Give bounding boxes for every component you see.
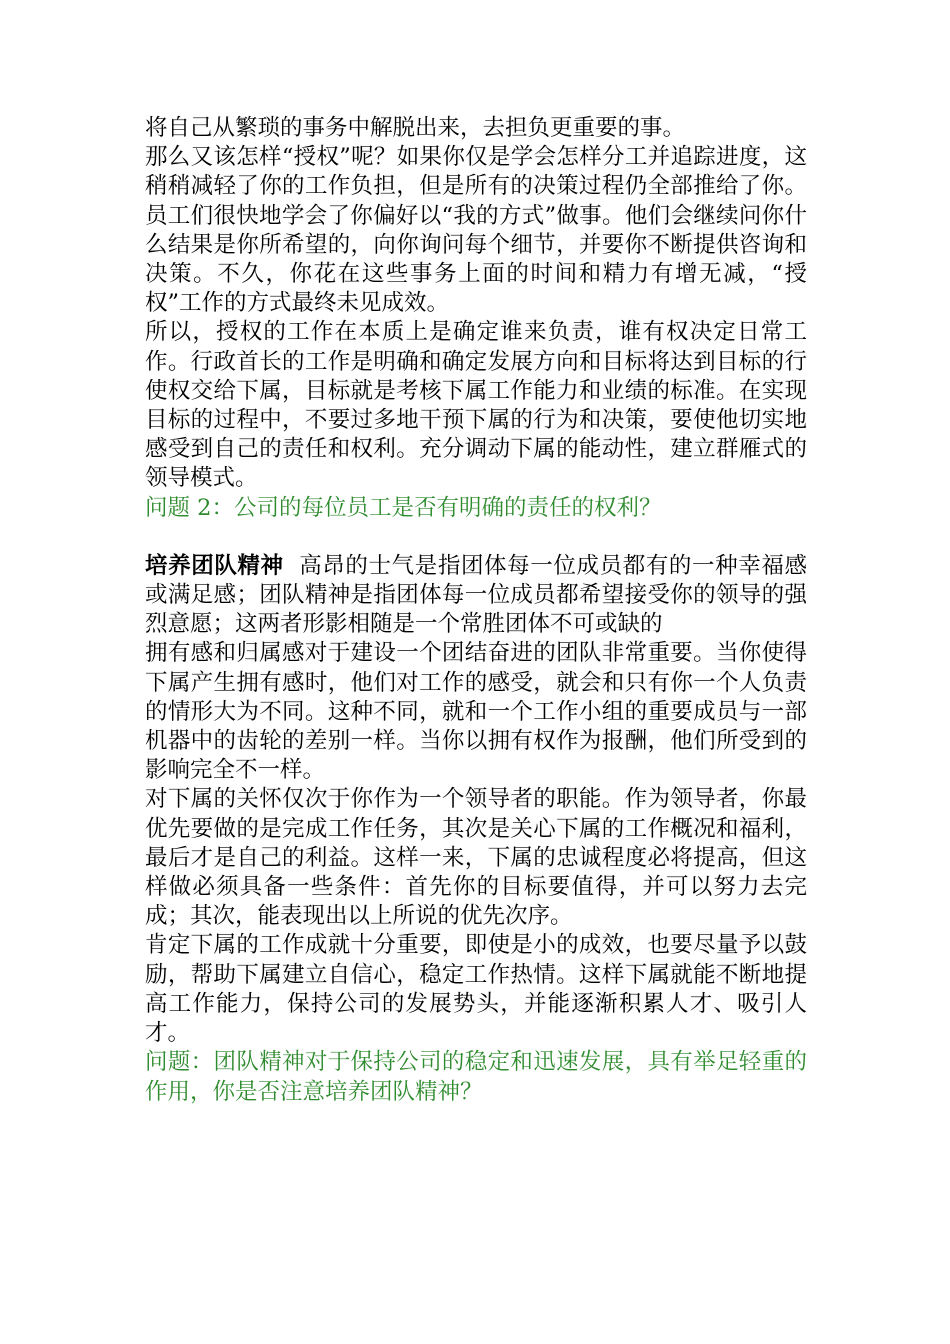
paragraph-recognition: 肯定下属的工作成就十分重要，即使是小的成效，也要尽量予以鼓励，帮助下属建立自信心，稳定工作热情。这样下属就能不断地提高工作能力，保持公司的发展势头，并能逐渐积累人才、吸引人才。 [145,932,807,1047]
section-heading-team-spirit: 培养团队精神 [145,552,284,579]
paragraph-how-to-delegate: 那么又该怎样“授权”呢？如果你仅是学会怎样分工并追踪进度，这稍稍减轻了你的工作负担，但是所有的决策过程仍全部推给了你。员工们很快地学会了你偏好以“我的方式”做事。他们会继续问你什么结果是你所希望的，向你询问每个细节，并要你不断提供咨询和决策。不久，你花在这些事务上面的时间和精力有增无减，“授权”工作的方式最终未见成效。 [145,144,807,317]
section-spacer [145,523,807,552]
paragraph-team-spirit-intro [145,552,807,640]
team-spirit-intro-text: 高昂的士气是指团体每一位成员都有的一种幸福感或满足感；团队精神是指团体每一位成员都希望接受你的领导的强烈意愿；这两者形影相随是一个常胜团体不可或缺的 [145,552,807,638]
paragraph-delegation-intro: 将自己从繁琐的事务中解脱出来，去担负更重要的事。 [145,115,686,141]
paragraph-care-for-subordinates: 对下属的关怀仅次于你作为一个领导者的职能。作为领导者，你最优先要做的是完成工作任务，其次是关心下属的工作概况和福利，最后才是自己的利益。这样一来，下属的忠诚程度必将提高，但这样做必须具备一些条件：首先你的目标要值得，并可以努力去完成；其次，能表现出以上所说的优先次序。 [145,786,807,930]
question-responsibility: 问题 2：公司的每位员工是否有明确的责任的权利？ [145,494,662,521]
question-team-spirit: 问题：团队精神对于保持公司的稳定和迅速发展，具有举足轻重的作用，你是否注意培养团队精神？ [145,1049,807,1105]
document-page [145,114,807,1107]
paragraph-delegation-essence: 所以，授权的工作在本质上是确定谁来负责，谁有权决定日常工作。行政首长的工作是明确和确定发展方向和目标将达到目标的行使权交给下属，目标就是考核下属工作能力和业绩的标准。在实现目标的过程中，不要过多地干预下属的行为和决策，要使他切实地感受到自己的责任和权利。充分调动下属的能动性，建立群雁式的领导模式。 [145,319,807,492]
paragraph-ownership: 拥有感和归属感对于建设一个团结奋进的团队非常重要。当你使得下属产生拥有感时，他们对工作的感受，就会和只有你一个人负责的情形大为不同。这种不同，就和一个工作小组的重要成员与一部机器中的齿轮的差别一样。当你以拥有权作为报酬，他们所受到的影响完全不一样。 [145,640,807,784]
